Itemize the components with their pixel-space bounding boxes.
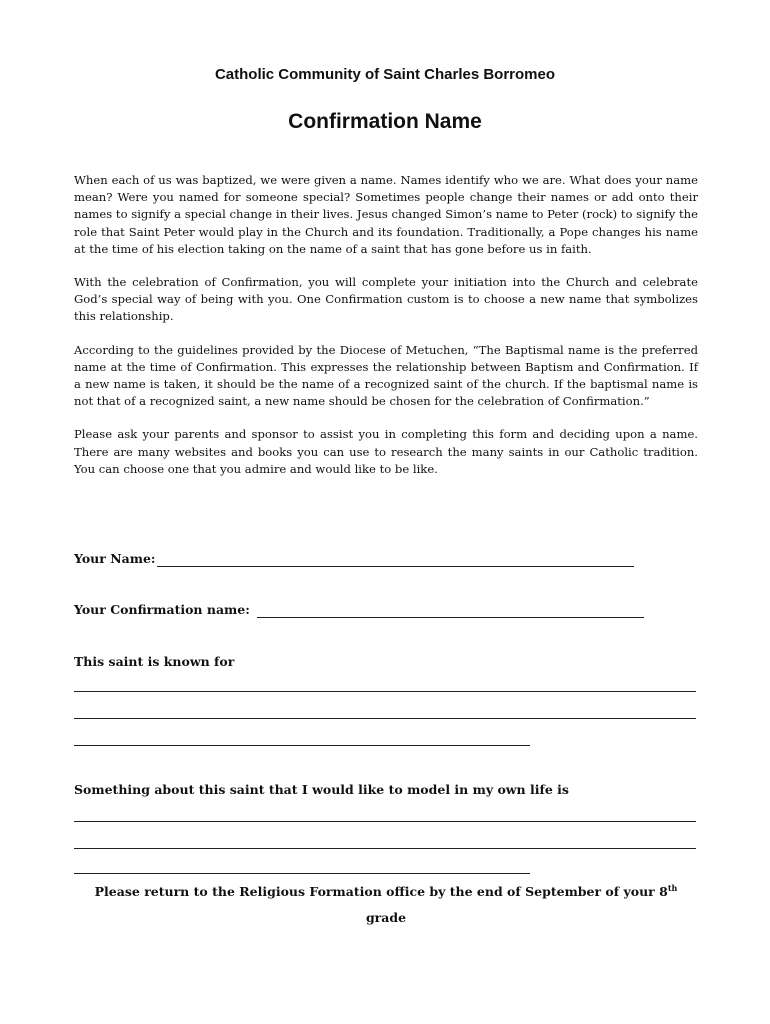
paragraph-confirmation-custom: With the celebration of Confirmation, you will complete your initiation into the Church and celebrate God’s special way of being with you. One Confirmation custom is to choose a new name that symbolizes this relationship.: [74, 275, 698, 324]
confirmation-name-label: Your Confirmation name:: [74, 602, 250, 617]
model-label: Something about this saint that I would like to model in my own life is: [74, 782, 569, 797]
intro-text: [74, 172, 698, 494]
return-instructions: [74, 884, 698, 899]
return-instructions-grade: grade: [365, 910, 407, 925]
model-line-1[interactable]: [74, 821, 696, 822]
page-title: Confirmation Name: [288, 110, 482, 133]
known-for-label: This saint is known for: [74, 654, 235, 669]
model-line-3[interactable]: [74, 873, 530, 874]
confirmation-name-line[interactable]: [257, 617, 644, 618]
your-name-line[interactable]: [157, 566, 634, 567]
known-for-line-3[interactable]: [74, 745, 530, 746]
organization-name: Catholic Community of Saint Charles Borromeo: [214, 66, 556, 83]
paragraph-baptism-names: When each of us was baptized, we were given a name. Names identify who we are. What does your name mean? Were you named for someone special? Sometimes people change their names or add onto their names to signify a special change in their lives. Jesus changed Simon’s name to Peter (rock) to signify the role that Saint Peter would play in the Church and its foundation. Traditionally, a Pope changes his name at the time of his election taking on the name of a saint that has gone before us in faith.: [74, 173, 698, 256]
known-for-line-1[interactable]: [74, 691, 696, 692]
paragraph-diocese-guidelines: According to the guidelines provided by the Diocese of Metuchen, “The Baptismal name is the preferred name at the time of Confirmation. This expresses the relationship between Baptism and Confirmation. If a new name is taken, it should be the name of a recognized saint of the church. If the baptismal name is not that of a recognized saint, a new name should be chosen for the celebration of Confirmation.”: [74, 342, 698, 409]
your-name-label: Your Name:: [74, 551, 156, 566]
paragraph-instructions: Please ask your parents and sponsor to assist you in completing this form and deciding upon a name. There are many websites and books you can use to research the many saints in our Catholic tradition. You can choose one that you admire and would like to be like.: [74, 427, 698, 476]
known-for-line-2[interactable]: [74, 718, 696, 719]
ordinal-suffix: th: [667, 882, 678, 893]
return-instructions-text: Please return to the Religious Formation office by the end of September of your 8: [94, 884, 668, 899]
model-line-2[interactable]: [74, 848, 696, 849]
